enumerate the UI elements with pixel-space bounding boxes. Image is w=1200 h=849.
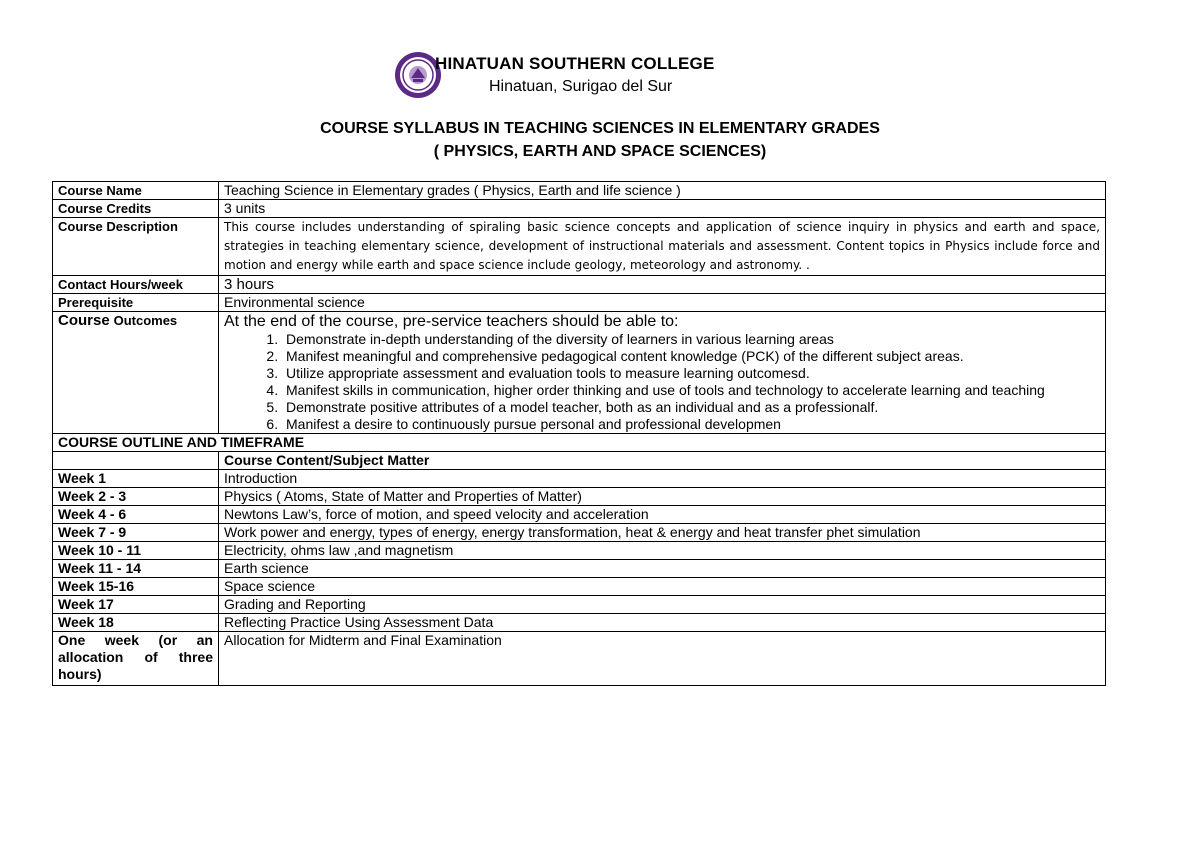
week-cell: One week (or an allocation of three hours) xyxy=(53,632,219,686)
course-outcomes-row xyxy=(53,312,1106,434)
course-outcomes-label xyxy=(53,312,219,434)
table-row xyxy=(53,632,1106,686)
table-row xyxy=(53,596,1106,614)
prerequisite-value: Environmental science xyxy=(219,294,1106,312)
week-cell: Week 15-16 xyxy=(53,578,219,596)
course-credits-label: Course Credits xyxy=(53,200,219,218)
content-heading: Course Content/Subject Matter xyxy=(219,452,1106,470)
content-heading-blank xyxy=(53,452,219,470)
week-cell: Week 18 xyxy=(53,614,219,632)
course-outcomes-label-2: Outcomes xyxy=(113,313,178,328)
course-description-row xyxy=(53,218,1106,276)
content-cell: Work power and energy, types of energy, energy transformation, heat & energy and heat transfer phet simulation xyxy=(219,524,1106,542)
college-name: HINATUAN SOUTHERN COLLEGE xyxy=(435,54,715,73)
outcomes-list xyxy=(224,331,1100,433)
content-cell: Reflecting Practice Using Assessment Data xyxy=(219,614,1106,632)
course-credits-row xyxy=(53,200,1106,218)
contact-hours-value: 3 hours xyxy=(219,276,1106,294)
course-description-label: Course Description xyxy=(53,218,219,276)
course-description-value: This course includes understanding of spiraling basic science concepts and application of science inquiry in physics and earth and space, strategies in teaching elementary science, development of instructional materials and assessment. Content topics in Physics include force and motion and energy while earth and space science include geology, meteorology and astronomy. . xyxy=(219,218,1106,276)
syllabus-table xyxy=(52,181,1106,686)
course-name-label: Course Name xyxy=(53,182,219,200)
week-cell: Week 10 - 11 xyxy=(53,542,219,560)
table-row xyxy=(53,488,1106,506)
outcomes-lead: At the end of the course, pre-service teachers should be able to: xyxy=(224,313,679,330)
outcome-item: 4. Manifest skills in communication, higher order thinking and use of tools and technology to accelerate learning and teaching xyxy=(282,382,1100,399)
content-cell: Grading and Reporting xyxy=(219,596,1106,614)
table-row xyxy=(53,542,1106,560)
course-name-value: Teaching Science in Elementary grades ( Physics, Earth and life science ) xyxy=(219,182,1106,200)
week-cell: Week 1 xyxy=(53,470,219,488)
outcome-item: 3. Utilize appropriate assessment and evaluation tools to measure learning outcomesd. xyxy=(282,365,1100,382)
outcome-item: 2. Manifest meaningful and comprehensive pedagogical content knowledge (PCK) of the different subject areas. xyxy=(282,348,1100,365)
document-title: COURSE SYLLABUS IN TEACHING SCIENCES IN ELEMENTARY GRADES xyxy=(320,120,880,137)
table-row xyxy=(53,614,1106,632)
outcome-item: 5. Demonstrate positive attributes of a model teacher, both as an individual and as a professionalf. xyxy=(282,399,1100,416)
week-cell: Week 11 - 14 xyxy=(53,560,219,578)
contact-hours-row xyxy=(53,276,1106,294)
table-row xyxy=(53,470,1106,488)
outline-heading: COURSE OUTLINE AND TIMEFRAME xyxy=(53,434,1106,452)
table-row xyxy=(53,560,1106,578)
week-cell: Week 7 - 9 xyxy=(53,524,219,542)
week-cell: Week 17 xyxy=(53,596,219,614)
course-outcomes-value xyxy=(219,312,1106,434)
table-row xyxy=(53,524,1106,542)
document-subtitle: ( PHYSICS, EARTH AND SPACE SCIENCES) xyxy=(433,143,767,160)
contact-hours-label: Contact Hours/week xyxy=(53,276,219,294)
table-row xyxy=(53,506,1106,524)
outcome-item: 1. Demonstrate in-depth understanding of the diversity of learners in various learning areas xyxy=(282,331,1100,348)
week-cell: Week 2 - 3 xyxy=(53,488,219,506)
week-cell: Week 4 - 6 xyxy=(53,506,219,524)
content-cell: Newtons Law’s, force of motion, and speed velocity and acceleration xyxy=(219,506,1106,524)
college-location: Hinatuan, Surigao del Sur xyxy=(489,78,673,95)
content-cell: Introduction xyxy=(219,470,1106,488)
outline-heading-row xyxy=(53,434,1106,452)
content-cell: Allocation for Midterm and Final Examination xyxy=(219,632,1106,686)
table-row xyxy=(53,578,1106,596)
prerequisite-row xyxy=(53,294,1106,312)
course-name-row xyxy=(53,182,1106,200)
content-cell: Earth science xyxy=(219,560,1106,578)
content-heading-row xyxy=(53,452,1106,470)
course-outcomes-label-1: Course xyxy=(58,312,110,329)
prerequisite-label: Prerequisite xyxy=(53,294,219,312)
course-credits-value: 3 units xyxy=(219,200,1106,218)
content-cell: Physics ( Atoms, State of Matter and Properties of Matter) xyxy=(219,488,1106,506)
outcome-item: 6. Manifest a desire to continuously pursue personal and professional developmen xyxy=(282,416,1100,433)
content-cell: Electricity, ohms law ,and magnetism xyxy=(219,542,1106,560)
content-cell: Space science xyxy=(219,578,1106,596)
